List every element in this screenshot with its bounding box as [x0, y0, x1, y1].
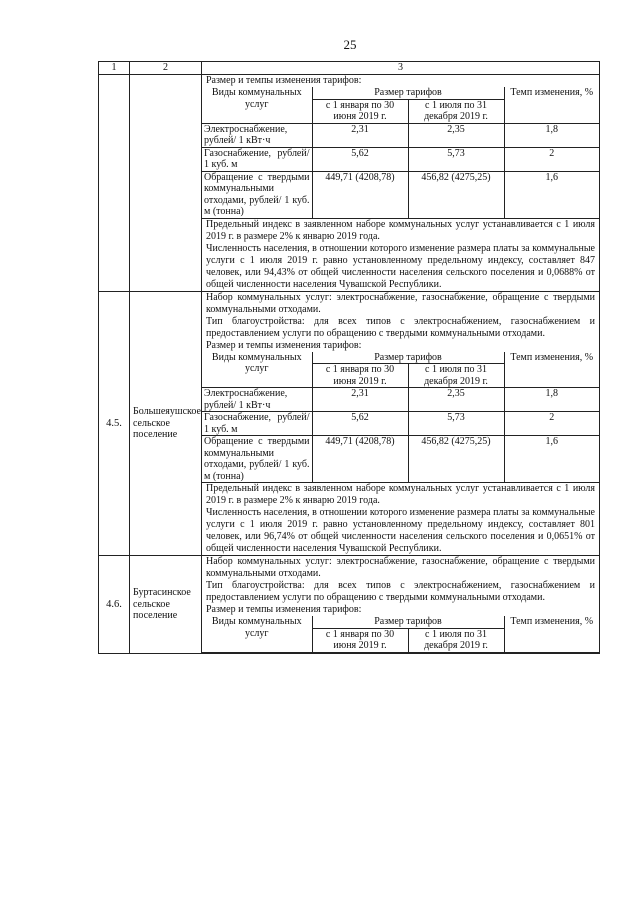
settlement-name: Буртасинское сельское поселение: [130, 556, 202, 654]
service-kind: Электроснабжение, рублей/ 1 кВт·ч: [202, 123, 312, 147]
tariff-period-1: 5,62: [312, 412, 408, 436]
amenity-type-text: Тип благоустройства: для всех типов с электроснабжением, газоснабжением и предоставлением услуги по обращению с твердыми коммунальными отходами.: [206, 315, 595, 339]
tariff-period-1: 2,31: [312, 388, 408, 412]
tariff-period-1: 5,62: [312, 147, 408, 171]
header-rate: Темп изменения, %: [504, 616, 599, 652]
header-size: Размер тарифов: [312, 87, 504, 99]
service-kind: Газоснабжение, рублей/ 1 куб. м: [202, 412, 312, 436]
header-period-2: с 1 июля по 31 декабря 2019 г.: [408, 628, 504, 652]
header-rate: Темп изменения, %: [504, 87, 599, 123]
tariff-rate: 1,8: [504, 123, 599, 147]
tariff-rate: 1,6: [504, 436, 599, 483]
header-period-1: с 1 января по 30 июня 2019 г.: [312, 364, 408, 388]
col-header-2: 2: [130, 62, 202, 75]
population-text: Численность населения, в отношении которого изменение размера платы за коммунальные услуги с 1 июля 2019 г. равно установленному предельному индексу, составляет 801 человек, или 96,74% от общей численности населения сельского поселения и 0,0651% от общей численности населения Чувашской Республики.: [206, 507, 595, 554]
row-number: 4.6.: [99, 556, 130, 654]
tariff-period-2: 456,82 (4275,25): [408, 436, 504, 483]
tariff-period-1: 2,31: [312, 123, 408, 147]
service-kind: Электроснабжение, рублей/ 1 кВт·ч: [202, 388, 312, 412]
tariff-table: [202, 616, 599, 653]
header-kind: Виды коммунальных услуг: [202, 352, 312, 388]
header-period-2: с 1 июля по 31 декабря 2019 г.: [408, 99, 504, 123]
service-kind: Обращение с твердыми коммунальными отходами, рублей/ 1 куб. м (тонна): [202, 436, 312, 483]
service-kind: Газоснабжение, рублей/ 1 куб. м: [202, 147, 312, 171]
header-size: Размер тарифов: [312, 352, 504, 364]
table-row-4-5: [99, 291, 600, 556]
tariff-period-2: 5,73: [408, 412, 504, 436]
tariffs-title: Размер и темпы изменения тарифов:: [206, 339, 362, 351]
header-period-2: с 1 июля по 31 декабря 2019 г.: [408, 364, 504, 388]
tariff-period-2: 456,82 (4275,25): [408, 171, 504, 218]
main-table: [98, 61, 600, 654]
services-set-text: Набор коммунальных услуг: электроснабжение, газоснабжение, обращение с твердыми коммунальными отходами.: [206, 291, 595, 315]
tariff-rate: 2: [504, 147, 599, 171]
tariff-rate: 1,8: [504, 388, 599, 412]
tariff-table: [202, 87, 599, 219]
tariff-rate: 2: [504, 412, 599, 436]
header-period-1: с 1 января по 30 июня 2019 г.: [312, 628, 408, 652]
population-text: Численность населения, в отношении которого изменение размера платы за коммунальные услуги с 1 июля 2019 г. равно установленному предельному индексу, составляет 847 человек, или 94,43% от общей численности населения сельского поселения и 0,0688% от общей численности населения Чувашской Республики.: [206, 242, 595, 290]
tariffs-title: Размер и темпы изменения тарифов:: [206, 75, 362, 86]
amenity-type-text: Тип благоустройства: для всех типов с электроснабжением, газоснабжением и предоставлением услуги по обращению с твердыми коммунальными отходами.: [206, 580, 595, 603]
row-number: 4.5.: [99, 291, 130, 556]
col-header-1: 1: [99, 62, 130, 75]
services-set-text: Набор коммунальных услуг: электроснабжение, газоснабжение, обращение с твердыми коммунальными отходами.: [206, 556, 595, 579]
tariffs-title: Размер и темпы изменения тарифов:: [206, 604, 362, 615]
service-kind: Обращение с твердыми коммунальными отходами, рублей/ 1 куб. м (тонна): [202, 171, 312, 218]
table-row: [202, 147, 599, 171]
table-row-4-6: [99, 556, 600, 654]
table-row: [202, 412, 599, 436]
table-row: [202, 171, 599, 218]
index-text: Предельный индекс в заявленном наборе коммунальных услуг устанавливается с 1 июля 2019 г. в размере 2% к январю 2019 года.: [206, 218, 595, 242]
index-text: Предельный индекс в заявленном наборе коммунальных услуг устанавливается с 1 июля 2019 г. в размере 2% к январю 2019 года.: [206, 483, 595, 506]
header-kind: Виды коммунальных услуг: [202, 87, 312, 123]
tariff-period-2: 2,35: [408, 123, 504, 147]
tariff-block-4-5: [202, 291, 600, 556]
table-row: [202, 123, 599, 147]
tariff-period-2: 5,73: [408, 147, 504, 171]
tariff-block-previous: [202, 75, 600, 292]
header-kind: Виды коммунальных услуг: [202, 616, 312, 652]
tariff-block-4-6: [202, 556, 600, 654]
table-row-previous: [99, 75, 600, 292]
tariff-table: [202, 352, 599, 484]
tariff-period-2: 2,35: [408, 388, 504, 412]
header-size: Размер тарифов: [312, 616, 504, 628]
column-header-row: [99, 62, 600, 75]
tariff-period-1: 449,71 (4208,78): [312, 436, 408, 483]
header-rate: Темп изменения, %: [504, 352, 599, 388]
tariff-rate: 1,6: [504, 171, 599, 218]
page-number: 25: [343, 37, 357, 52]
header-period-1: с 1 января по 30 июня 2019 г.: [312, 99, 408, 123]
table-row: [202, 388, 599, 412]
tariff-period-1: 449,71 (4208,78): [312, 171, 408, 218]
col-header-3: 3: [202, 62, 600, 75]
settlement-name: Большеяушское сельское поселение: [130, 291, 202, 556]
table-row: [202, 436, 599, 483]
